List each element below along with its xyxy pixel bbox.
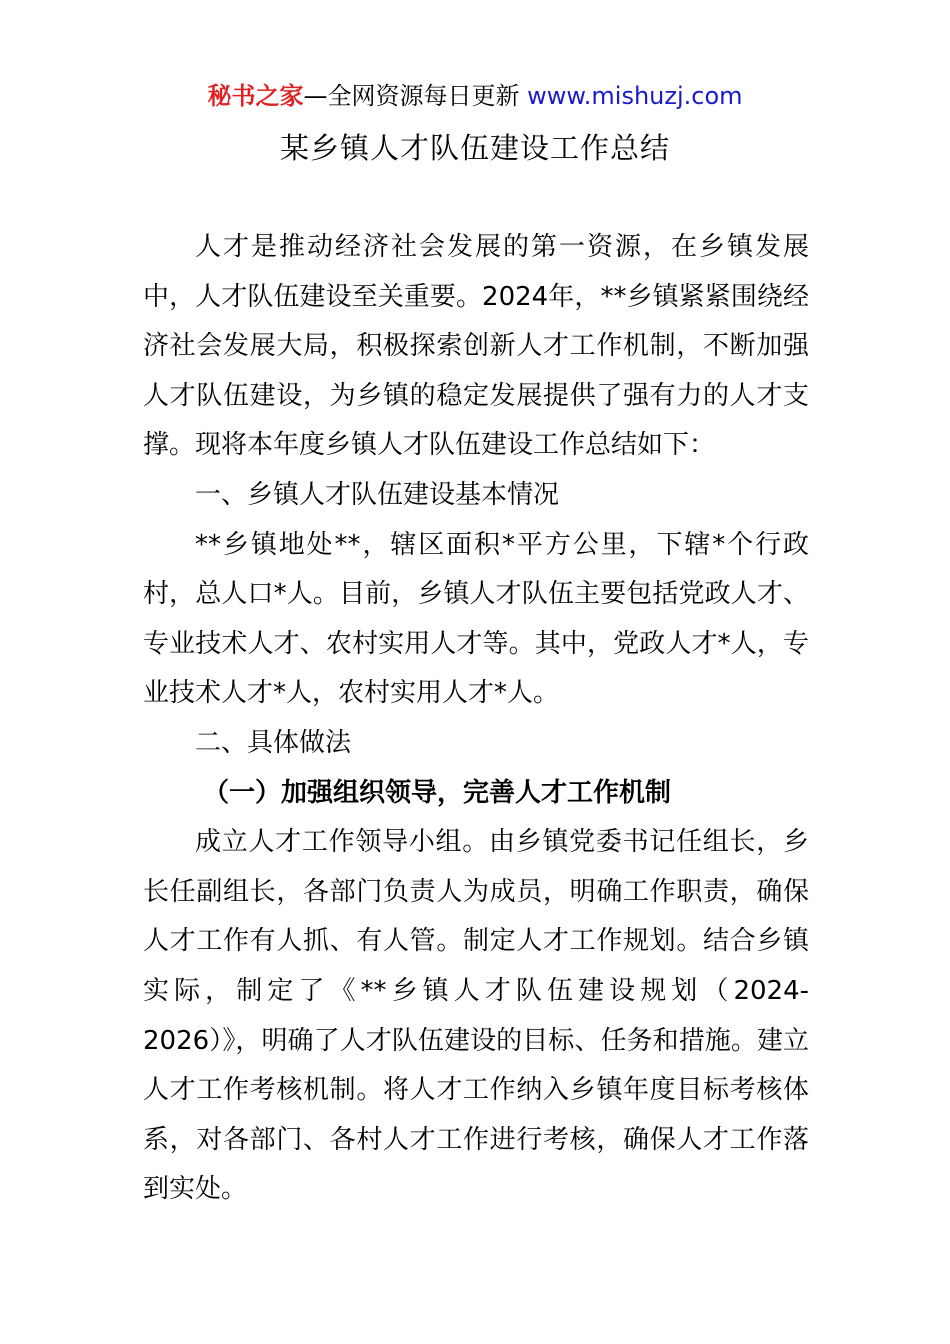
document-body	[143, 223, 809, 1215]
site-url-link[interactable]: www.mishuzj.com	[527, 82, 743, 110]
measures-paragraph: 成立人才工作领导小组。由乡镇党委书记任组长，乡长任副组长，各部门负责人为成员，明确工作职责，确保人才工作有人抓、有人管。制定人才工作规划。结合乡镇实际，制定了《**乡镇人才队伍建设规划（2024-2026）》，明确了人才队伍建设的目标、任务和措施。建立人才工作考核机制。将人才工作纳入乡镇年度目标考核体系，对各部门、各村人才工作进行考核，确保人才工作落到实处。	[143, 827, 809, 1205]
section-heading-2: 二、具体做法	[195, 727, 352, 758]
basic-situation-paragraph: **乡镇地处**，辖区面积*平方公里，下辖*个行政村，总人口*人。目前，乡镇人才队伍主要包括党政人才、专业技术人才、农村实用人才等。其中，党政人才*人，专业技术人才*人，农村实用人才*人。	[143, 529, 809, 709]
subsection-heading-1: （一）加强组织领导，完善人才工作机制	[203, 777, 672, 808]
site-header	[0, 80, 950, 112]
intro-paragraph: 人才是推动经济社会发展的第一资源，在乡镇发展中，人才队伍建设至关重要。2024年，**乡镇紧紧围绕经济社会发展大局，积极探索创新人才工作机制，不断加强人才队伍建设，为乡镇的稳定发展提供了强有力的人才支撑。现将本年度乡镇人才队伍建设工作总结如下：	[143, 232, 809, 461]
site-brand: 秘书之家	[207, 82, 304, 110]
document-title: 某乡镇人才队伍建设工作总结	[279, 131, 670, 165]
section-heading-1: 一、乡镇人才队伍建设基本情况	[195, 479, 560, 510]
site-tagline: —全网资源每日更新	[303, 82, 528, 110]
